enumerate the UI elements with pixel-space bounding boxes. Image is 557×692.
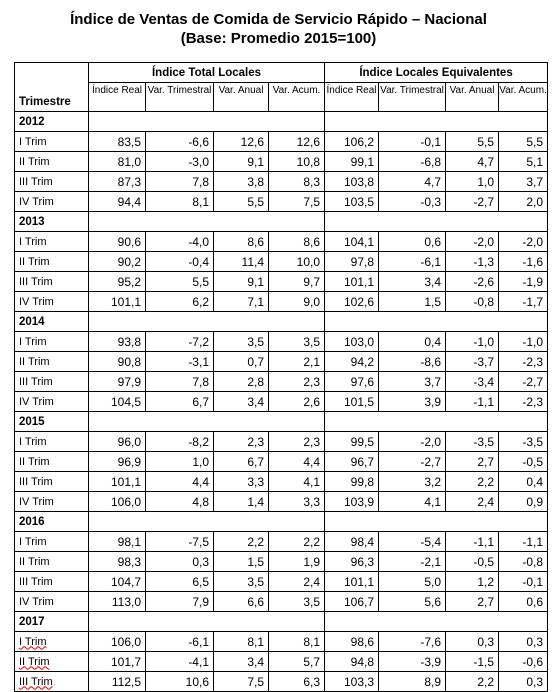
table-cell: 3,3 <box>214 472 269 492</box>
table-cell: 8,9 <box>379 672 446 692</box>
table-cell: 3,9 <box>379 392 446 412</box>
table-cell: 9,1 <box>214 272 269 292</box>
table-cell: 0,7 <box>214 352 269 372</box>
group-locales-equivalentes-header: Índice Locales Equivalentes <box>325 63 548 83</box>
quarter-label-text: III Trim <box>19 275 53 288</box>
year-row <box>15 112 548 132</box>
table-cell: 113,0 <box>89 592 146 612</box>
quarter-label-text: II Trim <box>19 555 50 568</box>
table-cell: 3,4 <box>214 392 269 412</box>
table-cell: 87,3 <box>89 172 146 192</box>
quarter-label <box>15 672 89 692</box>
col-header: Índice Real <box>325 83 379 112</box>
table-cell: 2,0 <box>499 192 548 212</box>
table-row <box>15 432 548 452</box>
table-cell: 1,0 <box>446 172 499 192</box>
table-cell: 5,5 <box>446 132 499 152</box>
table-cell: 6,3 <box>269 672 325 692</box>
table-cell: 10,8 <box>269 152 325 172</box>
table-cell: 6,6 <box>214 592 269 612</box>
table-cell: 7,1 <box>214 292 269 312</box>
table-cell: -6,6 <box>146 132 214 152</box>
table-cell: 0,3 <box>499 672 548 692</box>
table-cell: 8,1 <box>269 632 325 652</box>
table-cell: 3,5 <box>269 592 325 612</box>
table-cell: -7,5 <box>146 532 214 552</box>
table-cell: -2,6 <box>446 272 499 292</box>
table-cell: 106,2 <box>325 132 379 152</box>
year-label: 2017 <box>15 612 89 632</box>
table-cell: 3,8 <box>214 172 269 192</box>
table-cell: 8,1 <box>146 192 214 212</box>
table-cell: 5,5 <box>214 192 269 212</box>
table-cell: -2,3 <box>499 352 548 372</box>
table-cell: 99,1 <box>325 152 379 172</box>
table-cell: 103,3 <box>325 672 379 692</box>
table-cell: 104,7 <box>89 572 146 592</box>
table-cell: 95,2 <box>89 272 146 292</box>
table-body <box>15 112 548 692</box>
quarter-label <box>15 572 89 592</box>
quarter-label <box>15 472 89 492</box>
table-cell: 4,4 <box>269 452 325 472</box>
quarter-label-text: IV Trim <box>19 595 54 608</box>
table-row <box>15 372 548 392</box>
table-cell: 12,6 <box>214 132 269 152</box>
table-cell: 7,8 <box>146 372 214 392</box>
col-header: Var. Trimestral <box>379 83 446 112</box>
year-row-spacer <box>89 312 325 332</box>
quarter-label-text: IV Trim <box>19 195 54 208</box>
table-cell: 101,1 <box>325 572 379 592</box>
table-cell: 0,4 <box>499 472 548 492</box>
quarter-label <box>15 452 89 472</box>
quarter-label <box>15 132 89 152</box>
table-cell: -1,0 <box>499 332 548 352</box>
table-cell: 106,0 <box>89 492 146 512</box>
table-cell: 94,4 <box>89 192 146 212</box>
table-cell: 4,8 <box>146 492 214 512</box>
table-cell: 8,3 <box>269 172 325 192</box>
table-cell: -3,7 <box>446 352 499 372</box>
table-cell: 90,8 <box>89 352 146 372</box>
table-cell: -7,6 <box>379 632 446 652</box>
table-cell: 83,5 <box>89 132 146 152</box>
table-cell: -0,4 <box>146 252 214 272</box>
index-table <box>14 62 548 692</box>
table-cell: 3,7 <box>379 372 446 392</box>
table-cell: -2,7 <box>379 452 446 472</box>
table-cell: -4,0 <box>146 232 214 252</box>
quarter-label-text: I Trim <box>19 235 47 248</box>
table-cell: 8,1 <box>214 632 269 652</box>
quarter-label-text: II Trim <box>19 455 50 468</box>
quarter-label <box>15 532 89 552</box>
table-cell: 1,5 <box>214 552 269 572</box>
table-cell: 99,8 <box>325 472 379 492</box>
quarter-label <box>15 192 89 212</box>
table-cell: 2,7 <box>446 592 499 612</box>
table-cell: 97,8 <box>325 252 379 272</box>
table-cell: 97,6 <box>325 372 379 392</box>
table-cell: -2,0 <box>499 232 548 252</box>
table-cell: -0,8 <box>499 552 548 572</box>
year-label: 2013 <box>15 212 89 232</box>
table-cell: -2,0 <box>446 232 499 252</box>
table-cell: 0,6 <box>379 232 446 252</box>
quarter-label <box>15 432 89 452</box>
table-row <box>15 152 548 172</box>
table-cell: 96,3 <box>325 552 379 572</box>
table-cell: 104,1 <box>325 232 379 252</box>
table-cell: 7,9 <box>146 592 214 612</box>
table-cell: 90,2 <box>89 252 146 272</box>
table-cell: 103,0 <box>325 332 379 352</box>
table-cell: -2,7 <box>446 192 499 212</box>
table-cell: 3,5 <box>214 332 269 352</box>
table-cell: 2,2 <box>446 472 499 492</box>
table-cell: 106,7 <box>325 592 379 612</box>
year-row-spacer <box>89 412 325 432</box>
table-cell: 0,6 <box>499 592 548 612</box>
year-row <box>15 412 548 432</box>
table-cell: 1,5 <box>379 292 446 312</box>
table-cell: 3,4 <box>379 272 446 292</box>
quarter-label <box>15 152 89 172</box>
table-cell: -2,7 <box>499 372 548 392</box>
table-cell: 5,1 <box>499 152 548 172</box>
quarter-label <box>15 652 89 672</box>
table-row <box>15 632 548 652</box>
year-row-spacer <box>325 612 548 632</box>
table-cell: 6,5 <box>146 572 214 592</box>
table-cell: 99,5 <box>325 432 379 452</box>
table-cell: 10,0 <box>269 252 325 272</box>
quarter-label <box>15 352 89 372</box>
quarter-label-text: I Trim <box>19 635 47 648</box>
table-cell: -1,0 <box>446 332 499 352</box>
table-cell: 3,5 <box>269 332 325 352</box>
table-cell: -0,5 <box>499 452 548 472</box>
table-cell: -1,1 <box>499 532 548 552</box>
quarter-label <box>15 272 89 292</box>
page-subtitle: (Base: Promedio 2015=100) <box>180 30 377 47</box>
quarter-label-text: I Trim <box>19 535 47 548</box>
table-cell: 0,3 <box>499 632 548 652</box>
table-cell: -6,8 <box>379 152 446 172</box>
table-row <box>15 672 548 692</box>
table-cell: 3,4 <box>214 652 269 672</box>
table-row <box>15 652 548 672</box>
table-cell: 101,1 <box>89 292 146 312</box>
year-row <box>15 212 548 232</box>
quarter-label-text: IV Trim <box>19 295 54 308</box>
table-cell: 2,8 <box>214 372 269 392</box>
table-cell: -8,6 <box>379 352 446 372</box>
table-row <box>15 452 548 472</box>
quarter-label-text: II Trim <box>19 655 50 668</box>
table-cell: 1,9 <box>269 552 325 572</box>
table-cell: -2,0 <box>379 432 446 452</box>
quarter-label-text: III Trim <box>19 475 53 488</box>
table-cell: -0,1 <box>499 572 548 592</box>
table-cell: 2,3 <box>214 432 269 452</box>
year-row-spacer <box>89 112 325 132</box>
table-row <box>15 392 548 412</box>
quarter-label-text: IV Trim <box>19 395 54 408</box>
year-label: 2012 <box>15 112 89 132</box>
table-row <box>15 572 548 592</box>
quarter-label-text: III Trim <box>19 175 53 188</box>
trimestre-header: Trimestre <box>15 63 89 112</box>
year-row <box>15 312 548 332</box>
col-header: Var. Anual <box>214 83 269 112</box>
table-cell: 5,6 <box>379 592 446 612</box>
table-cell: 9,0 <box>269 292 325 312</box>
quarter-label-text: III Trim <box>19 375 53 388</box>
quarter-label <box>15 252 89 272</box>
year-label: 2016 <box>15 512 89 532</box>
table-cell: 0,4 <box>379 332 446 352</box>
table-cell: -0,3 <box>379 192 446 212</box>
table-cell: 6,7 <box>214 452 269 472</box>
quarter-label-text: IV Trim <box>19 495 54 508</box>
table-cell: -1,1 <box>446 392 499 412</box>
table-row <box>15 472 548 492</box>
table-cell: -0,1 <box>379 132 446 152</box>
table-cell: 0,3 <box>446 632 499 652</box>
quarter-label <box>15 332 89 352</box>
table-row <box>15 252 548 272</box>
table-cell: -1,1 <box>446 532 499 552</box>
table-cell: -1,5 <box>446 652 499 672</box>
table-cell: 97,9 <box>89 372 146 392</box>
table-cell: 96,0 <box>89 432 146 452</box>
table-cell: 98,4 <box>325 532 379 552</box>
quarter-label <box>15 392 89 412</box>
table-cell: 4,1 <box>379 492 446 512</box>
table-cell: 0,3 <box>146 552 214 572</box>
table-cell: 94,8 <box>325 652 379 672</box>
year-label: 2015 <box>15 412 89 432</box>
table-cell: 6,7 <box>146 392 214 412</box>
year-label: 2014 <box>15 312 89 332</box>
table-cell: 6,2 <box>146 292 214 312</box>
table-cell: 2,4 <box>446 492 499 512</box>
col-header: Var. Anual <box>446 83 499 112</box>
table-cell: -6,1 <box>379 252 446 272</box>
table-cell: 8,6 <box>214 232 269 252</box>
table-cell: -4,1 <box>146 652 214 672</box>
col-header: Var. Acum. <box>499 83 548 112</box>
page-title: Índice de Ventas de Comida de Servicio Rápido – Nacional <box>70 11 487 28</box>
table-cell: 98,6 <box>325 632 379 652</box>
table-cell: 9,1 <box>214 152 269 172</box>
table-cell: 0,9 <box>499 492 548 512</box>
table-cell: 3,2 <box>379 472 446 492</box>
table-cell: 101,5 <box>325 392 379 412</box>
table-cell: 5,5 <box>499 132 548 152</box>
year-row <box>15 612 548 632</box>
quarter-label-text: I Trim <box>19 135 47 148</box>
table-cell: 98,1 <box>89 532 146 552</box>
table-cell: -7,2 <box>146 332 214 352</box>
quarter-label-text: III Trim <box>19 675 53 688</box>
table-cell: 5,0 <box>379 572 446 592</box>
table-cell: 3,3 <box>269 492 325 512</box>
year-row-spacer <box>89 612 325 632</box>
quarter-label <box>15 292 89 312</box>
table-cell: 10,6 <box>146 672 214 692</box>
group-total-locales-header: Índice Total Locales <box>89 63 325 83</box>
table-cell: 4,1 <box>269 472 325 492</box>
table-cell: -1,9 <box>499 272 548 292</box>
quarter-label <box>15 632 89 652</box>
table-cell: -3,5 <box>446 432 499 452</box>
table-cell: 2,2 <box>446 672 499 692</box>
table-row <box>15 132 548 152</box>
table-cell: 2,6 <box>269 392 325 412</box>
table-cell: 4,7 <box>379 172 446 192</box>
table-cell: 103,5 <box>325 192 379 212</box>
table-cell: 9,7 <box>269 272 325 292</box>
quarter-label <box>15 232 89 252</box>
table-cell: 4,7 <box>446 152 499 172</box>
table-cell: -3,5 <box>499 432 548 452</box>
table-cell: 101,1 <box>89 472 146 492</box>
table-cell: 1,0 <box>146 452 214 472</box>
table-cell: -1,6 <box>499 252 548 272</box>
table-row <box>15 592 548 612</box>
year-row-spacer <box>325 212 548 232</box>
table-cell: -1,3 <box>446 252 499 272</box>
table-cell: 1,2 <box>446 572 499 592</box>
quarter-label <box>15 592 89 612</box>
year-row <box>15 512 548 532</box>
table-cell: 112,5 <box>89 672 146 692</box>
table-cell: -0,6 <box>499 652 548 672</box>
col-header: Var. Acum. <box>269 83 325 112</box>
table-cell: -5,4 <box>379 532 446 552</box>
table-cell: 3,5 <box>214 572 269 592</box>
table-cell: -6,1 <box>146 632 214 652</box>
table-cell: 7,8 <box>146 172 214 192</box>
year-row-spacer <box>325 312 548 332</box>
quarter-label-text: III Trim <box>19 575 53 588</box>
table-cell: 81,0 <box>89 152 146 172</box>
table-cell: 90,6 <box>89 232 146 252</box>
quarter-label <box>15 372 89 392</box>
table-row <box>15 332 548 352</box>
table-cell: 93,8 <box>89 332 146 352</box>
table-cell: -0,8 <box>446 292 499 312</box>
quarter-label-text: II Trim <box>19 255 50 268</box>
table-cell: 7,5 <box>269 192 325 212</box>
quarter-label <box>15 552 89 572</box>
table-cell: 2,2 <box>269 532 325 552</box>
year-row-spacer <box>325 412 548 432</box>
table-row <box>15 232 548 252</box>
table-cell: 2,3 <box>269 372 325 392</box>
table-cell: 104,5 <box>89 392 146 412</box>
table-row <box>15 532 548 552</box>
table-cell: -0,5 <box>446 552 499 572</box>
table-cell: 2,3 <box>269 432 325 452</box>
quarter-label <box>15 172 89 192</box>
table-cell: 4,4 <box>146 472 214 492</box>
table-cell: 101,1 <box>325 272 379 292</box>
table-cell: -3,1 <box>146 352 214 372</box>
quarter-label-text: I Trim <box>19 435 47 448</box>
table-row <box>15 352 548 372</box>
col-header: Índice Real <box>89 83 146 112</box>
table-cell: 12,6 <box>269 132 325 152</box>
table-cell: 96,9 <box>89 452 146 472</box>
table-cell: 106,0 <box>89 632 146 652</box>
table-row <box>15 272 548 292</box>
table-cell: 102,6 <box>325 292 379 312</box>
table-cell: 3,7 <box>499 172 548 192</box>
table-cell: 1,4 <box>214 492 269 512</box>
quarter-label-text: II Trim <box>19 155 50 168</box>
table-cell: 2,2 <box>214 532 269 552</box>
table-cell: 2,4 <box>269 572 325 592</box>
table-cell: 2,7 <box>446 452 499 472</box>
table-cell: 103,8 <box>325 172 379 192</box>
table-cell: 7,5 <box>214 672 269 692</box>
table-cell: 11,4 <box>214 252 269 272</box>
table-cell: -1,7 <box>499 292 548 312</box>
table-cell: 103,9 <box>325 492 379 512</box>
table-cell: 5,5 <box>146 272 214 292</box>
year-row-spacer <box>325 112 548 132</box>
table-cell: -2,1 <box>379 552 446 572</box>
table-cell: 101,7 <box>89 652 146 672</box>
quarter-label-text: I Trim <box>19 335 47 348</box>
table-cell: -8,2 <box>146 432 214 452</box>
table-row <box>15 552 548 572</box>
table-cell: 94,2 <box>325 352 379 372</box>
quarter-label-text: II Trim <box>19 355 50 368</box>
year-row-spacer <box>89 212 325 232</box>
table-row <box>15 492 548 512</box>
table-cell: 8,6 <box>269 232 325 252</box>
table-row <box>15 292 548 312</box>
table-cell: 98,3 <box>89 552 146 572</box>
year-row-spacer <box>325 512 548 532</box>
col-header: Var. Trimestral <box>146 83 214 112</box>
table-cell: -2,3 <box>499 392 548 412</box>
table-row <box>15 192 548 212</box>
table-cell: 5,7 <box>269 652 325 672</box>
table-cell: -3,9 <box>379 652 446 672</box>
year-row-spacer <box>89 512 325 532</box>
quarter-label <box>15 492 89 512</box>
table-row <box>15 172 548 192</box>
table-cell: -3,0 <box>146 152 214 172</box>
table-cell: 2,1 <box>269 352 325 372</box>
table-cell: 96,7 <box>325 452 379 472</box>
table-cell: -3,4 <box>446 372 499 392</box>
